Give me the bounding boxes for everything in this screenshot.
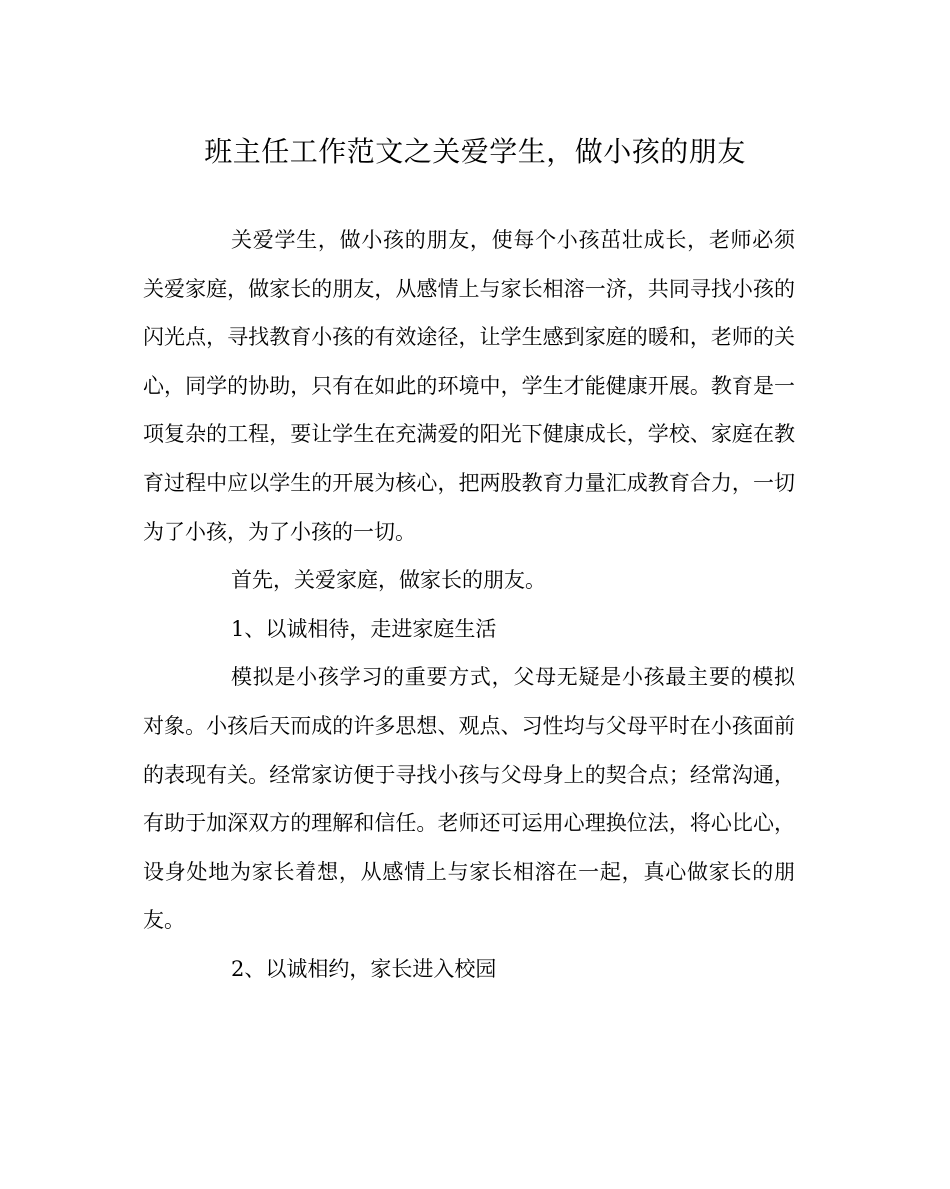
paragraph-intro: 关爱学生，做小孩的朋友，使每个小孩茁壮成长，老师必须关爱家庭，做家长的朋友，从感情上与家长相溶一济，共同寻找小孩的闪光点，寻找教育小孩的有效途径，让学生感到家庭的暖和，老师的关心，同学的协助，只有在如此的环境中，学生才能健康开展。教育是一项复杂的工程，要让学生在充满爱的阳光下健康成长，学校、家庭在教育过程中应以学生的开展为核心，把两股教育力量汇成教育合力，一切为了小孩，为了小孩的一切。 bbox=[143, 228, 795, 544]
section-heading-2: 2、以诚相约，家长进入校园 bbox=[231, 956, 497, 981]
document-body bbox=[143, 216, 795, 994]
paragraph-first-point: 首先，关爱家庭，做家长的朋友。 bbox=[231, 568, 546, 593]
paragraph-imitation: 模拟是小孩学习的重要方式，父母无疑是小孩最主要的模拟对象。小孩后天而成的许多思想、观点、习性均与父母平时在小孩面前的表现有关。经常家访便于寻找小孩与父母身上的契合点；经常沟通，有助于加深双方的理解和信任。老师还可运用心理换位法，将心比心，设身处地为家长着想，从感情上与家长相溶在一起，真心做家长的朋友。 bbox=[143, 665, 795, 933]
document-title: 班主任工作范文之关爱学生，做小孩的朋友 bbox=[204, 135, 746, 168]
section-heading-1: 1、以诚相待，走进家庭生活 bbox=[231, 616, 497, 641]
